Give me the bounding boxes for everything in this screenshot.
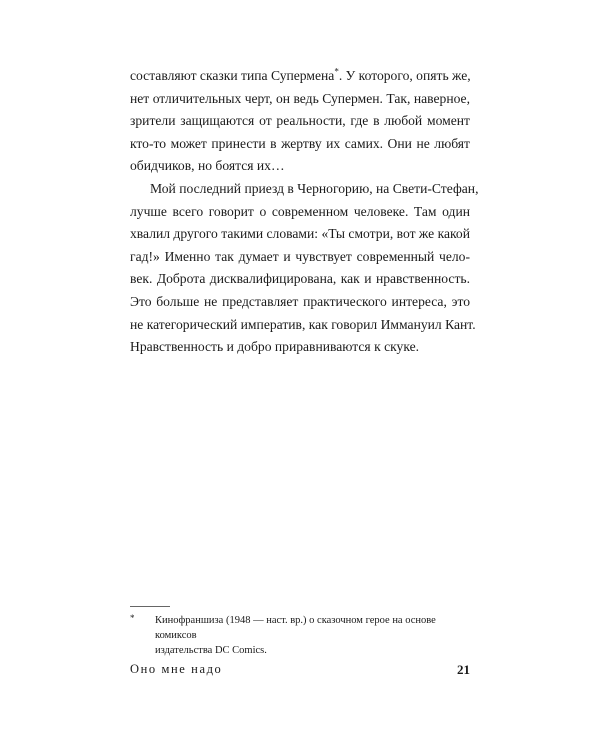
footnote-text-line: издательства DC Comics. bbox=[155, 645, 267, 656]
text-line: век. Доброта дисквалифицирована, как и нравственность. bbox=[130, 271, 470, 287]
text-line: гад!» Именно так думает и чувствует современный чело- bbox=[130, 248, 470, 264]
paragraph-1 bbox=[130, 65, 470, 178]
running-title: Оно мне надо bbox=[130, 662, 223, 676]
footnote-divider bbox=[130, 606, 170, 607]
text-line: Нравственность и добро приравниваются к скуке. bbox=[130, 339, 420, 355]
footnote bbox=[130, 613, 475, 658]
paragraph-2 bbox=[130, 178, 479, 359]
text-line: лучше всего говорит о современном человеке. Там один bbox=[130, 203, 470, 219]
text-line: составляют сказки типа Супермена*. У которого, опять же, bbox=[130, 66, 471, 83]
page-footer bbox=[130, 662, 470, 680]
footnote-marker: * bbox=[130, 613, 135, 623]
text-line: не категорический императив, как говорил Иммануил Кант. bbox=[130, 316, 476, 332]
page-number: 21 bbox=[457, 662, 470, 677]
text-line: хвалил другого такими словами: «Ты смотри, вот же какой bbox=[130, 226, 470, 242]
footnote-reference[interactable]: * bbox=[334, 66, 339, 77]
text-line: обидчиков, но боятся их… bbox=[130, 158, 285, 174]
text-line: нет отличительных черт, он ведь Супермен. Так, наверное, bbox=[130, 90, 470, 106]
text-line: Мой последний приезд в Черногорию, на Свети-Стефан, bbox=[150, 180, 479, 196]
body-text bbox=[130, 65, 479, 359]
text-line: зрители защищаются от реальности, где в любой момент bbox=[130, 113, 470, 129]
text-line: кто-то может принести в жертву их самих. Они не любят bbox=[130, 135, 470, 151]
footnote-text-line: Кинофраншиза (1948 — наст. вр.) о сказочном герое на основе комиксов bbox=[155, 615, 436, 641]
text-line: Это больше не представляет практического интереса, это bbox=[130, 293, 470, 309]
